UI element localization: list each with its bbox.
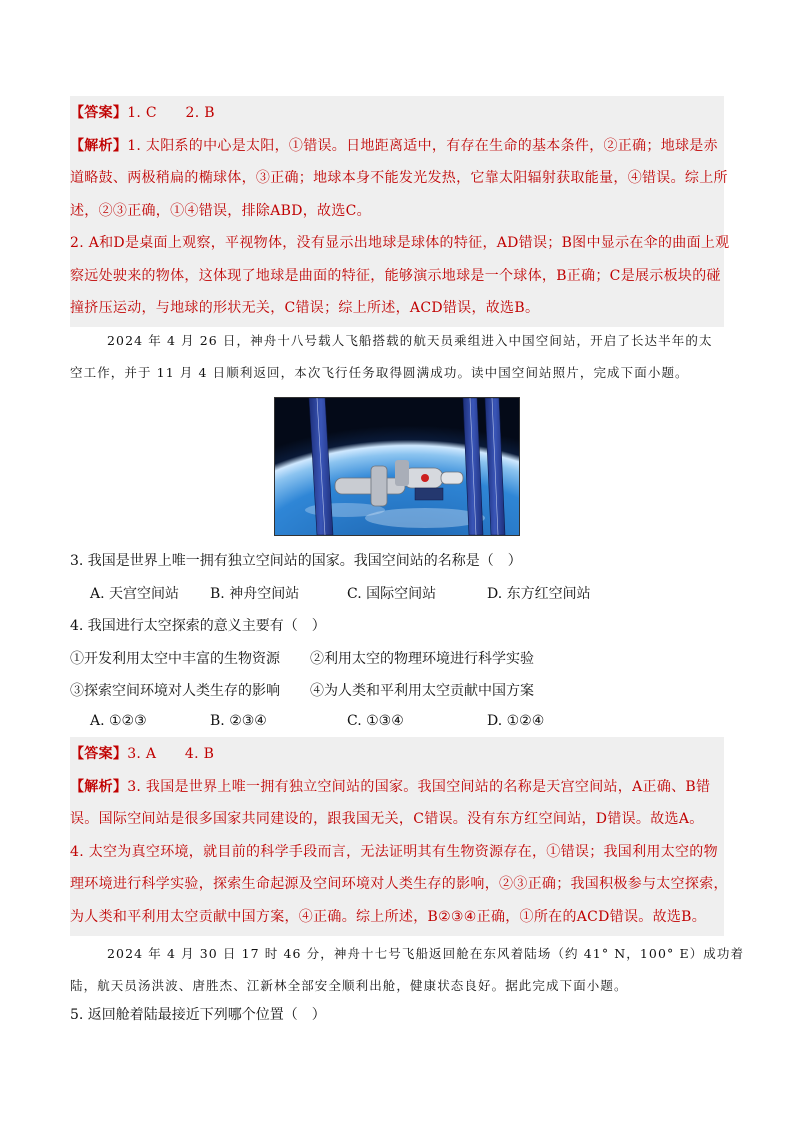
question-4-option-d[interactable]: D. ①②④ — [487, 713, 545, 729]
question-4-item-4: ④为人类和平利用太空贡献中国方案 — [310, 683, 534, 699]
answer-text: 3. A 4. B — [127, 746, 215, 762]
analysis-line: 2. A和D是桌面上观察，平视物体，没有显示出地球是球体的特征，AD错误；B图中显示在伞的曲面上观 — [70, 235, 730, 251]
question-3-option-c[interactable]: C. 国际空间站 — [347, 586, 437, 602]
analysis-line — [70, 130, 724, 163]
answer-tag: 【答案】 — [70, 105, 128, 121]
question-4-stem: 4. 我国进行太空探索的意义主要有（ ） — [70, 618, 326, 634]
answer-line-1 — [70, 97, 724, 130]
question-4-option-a[interactable]: A. ①②③ — [90, 713, 147, 729]
analysis-line: 察远处驶来的物体，这体现了地球是曲面的特征，能够演示地球是一个球体，B正确；C是展示板块的碰 — [70, 267, 721, 284]
material-line: 陆，航天员汤洪波、唐胜杰、江新林全部安全顺利出舱，健康状态良好。据此完成下面小题。 — [70, 978, 628, 993]
material-2 — [70, 938, 745, 1002]
answer-text: 1. C 2. B — [127, 105, 215, 121]
question-4-item-1: ①开发利用太空中丰富的生物资源 — [70, 651, 280, 667]
question-4-item-2: ②利用太空的物理环境进行科学实验 — [310, 651, 534, 667]
question-3-option-b[interactable]: B. 神舟空间站 — [210, 586, 300, 602]
question-4-option-b[interactable]: B. ②③④ — [210, 713, 267, 729]
material-1 — [70, 325, 724, 389]
analysis-line — [70, 771, 724, 804]
analysis-tag: 【解析】 — [70, 778, 128, 795]
analysis-line: 述，②③正确，①④错误，排除ABD，故选C。 — [70, 202, 371, 219]
material-line: 2024 年 4 月 26 日，神舟十八号载人飞船搭载的航天员乘组进入中国空间站，开启了长达半年的太 — [107, 333, 713, 348]
analysis-text: 1. 太阳系的中心是太阳，①错误。日地距离适中，有存在生命的基本条件，②正确；地球是赤 — [127, 137, 718, 154]
analysis-tag: 【解析】 — [70, 137, 128, 154]
analysis-line: 4. 太空为真空环境，就目前的科学手段而言，无法证明其有生物资源存在，①错误；我国利用太空的物 — [70, 843, 718, 860]
analysis-line: 撞挤压运动，与地球的形状无关，C错误；综上所述，ACD错误，故选B。 — [70, 300, 540, 316]
question-3-option-d[interactable]: D. 东方红空间站 — [487, 586, 591, 602]
analysis-text: 3. 我国是世界上唯一拥有独立空间站的国家。我国空间站的名称是天宫空间站，A正确、B错 — [127, 778, 711, 795]
answer-tag: 【答案】 — [70, 746, 128, 762]
question-4-item-3: ③探索空间环境对人类生存的影响 — [70, 683, 280, 699]
question-3-stem: 3. 我国是世界上唯一拥有独立空间站的国家。我国空间站的名称是（ ） — [70, 553, 522, 569]
material-line: 2024 年 4 月 30 日 17 时 46 分，神舟十七号飞船返回舱在东风着陆场（约 41° N，100° E）成功着 — [107, 946, 745, 961]
material-line: 空工作，并于 11 月 4 日顺利返回，本次飞行任务取得圆满成功。读中国空间站照片，完成下面小题。 — [70, 365, 689, 380]
answer-block-2 — [70, 737, 728, 936]
space-station-image — [275, 398, 519, 535]
question-3-option-a[interactable]: A. 天宫空间站 — [90, 586, 180, 602]
question-4-option-c[interactable]: C. ①③④ — [347, 713, 404, 729]
analysis-line: 误。国际空间站是很多国家共同建设的，跟我国无关，C错误。没有东方红空间站，D错误。故选A。 — [70, 811, 704, 827]
space-station-photo — [274, 397, 520, 536]
question-5-stem: 5. 返回舱着陆最接近下列哪个位置（ ） — [70, 1007, 326, 1023]
analysis-line: 道略鼓、两极稍扁的椭球体，③正确；地球本身不能发光发热，它靠太阳辐射获取能量，④错误。综上所 — [70, 170, 728, 186]
answer-line-2 — [70, 738, 724, 771]
answer-block-1 — [70, 96, 730, 327]
analysis-line: 为人类和平利用太空贡献中国方案，④正确。综上所述，B②③④正确，①所在的ACD错误。故选B。 — [70, 908, 707, 925]
analysis-line: 理环境进行科学实验，探索生命起源及空间环境对人类生存的影响，②③正确；我国积极参与太空探索， — [70, 876, 728, 892]
